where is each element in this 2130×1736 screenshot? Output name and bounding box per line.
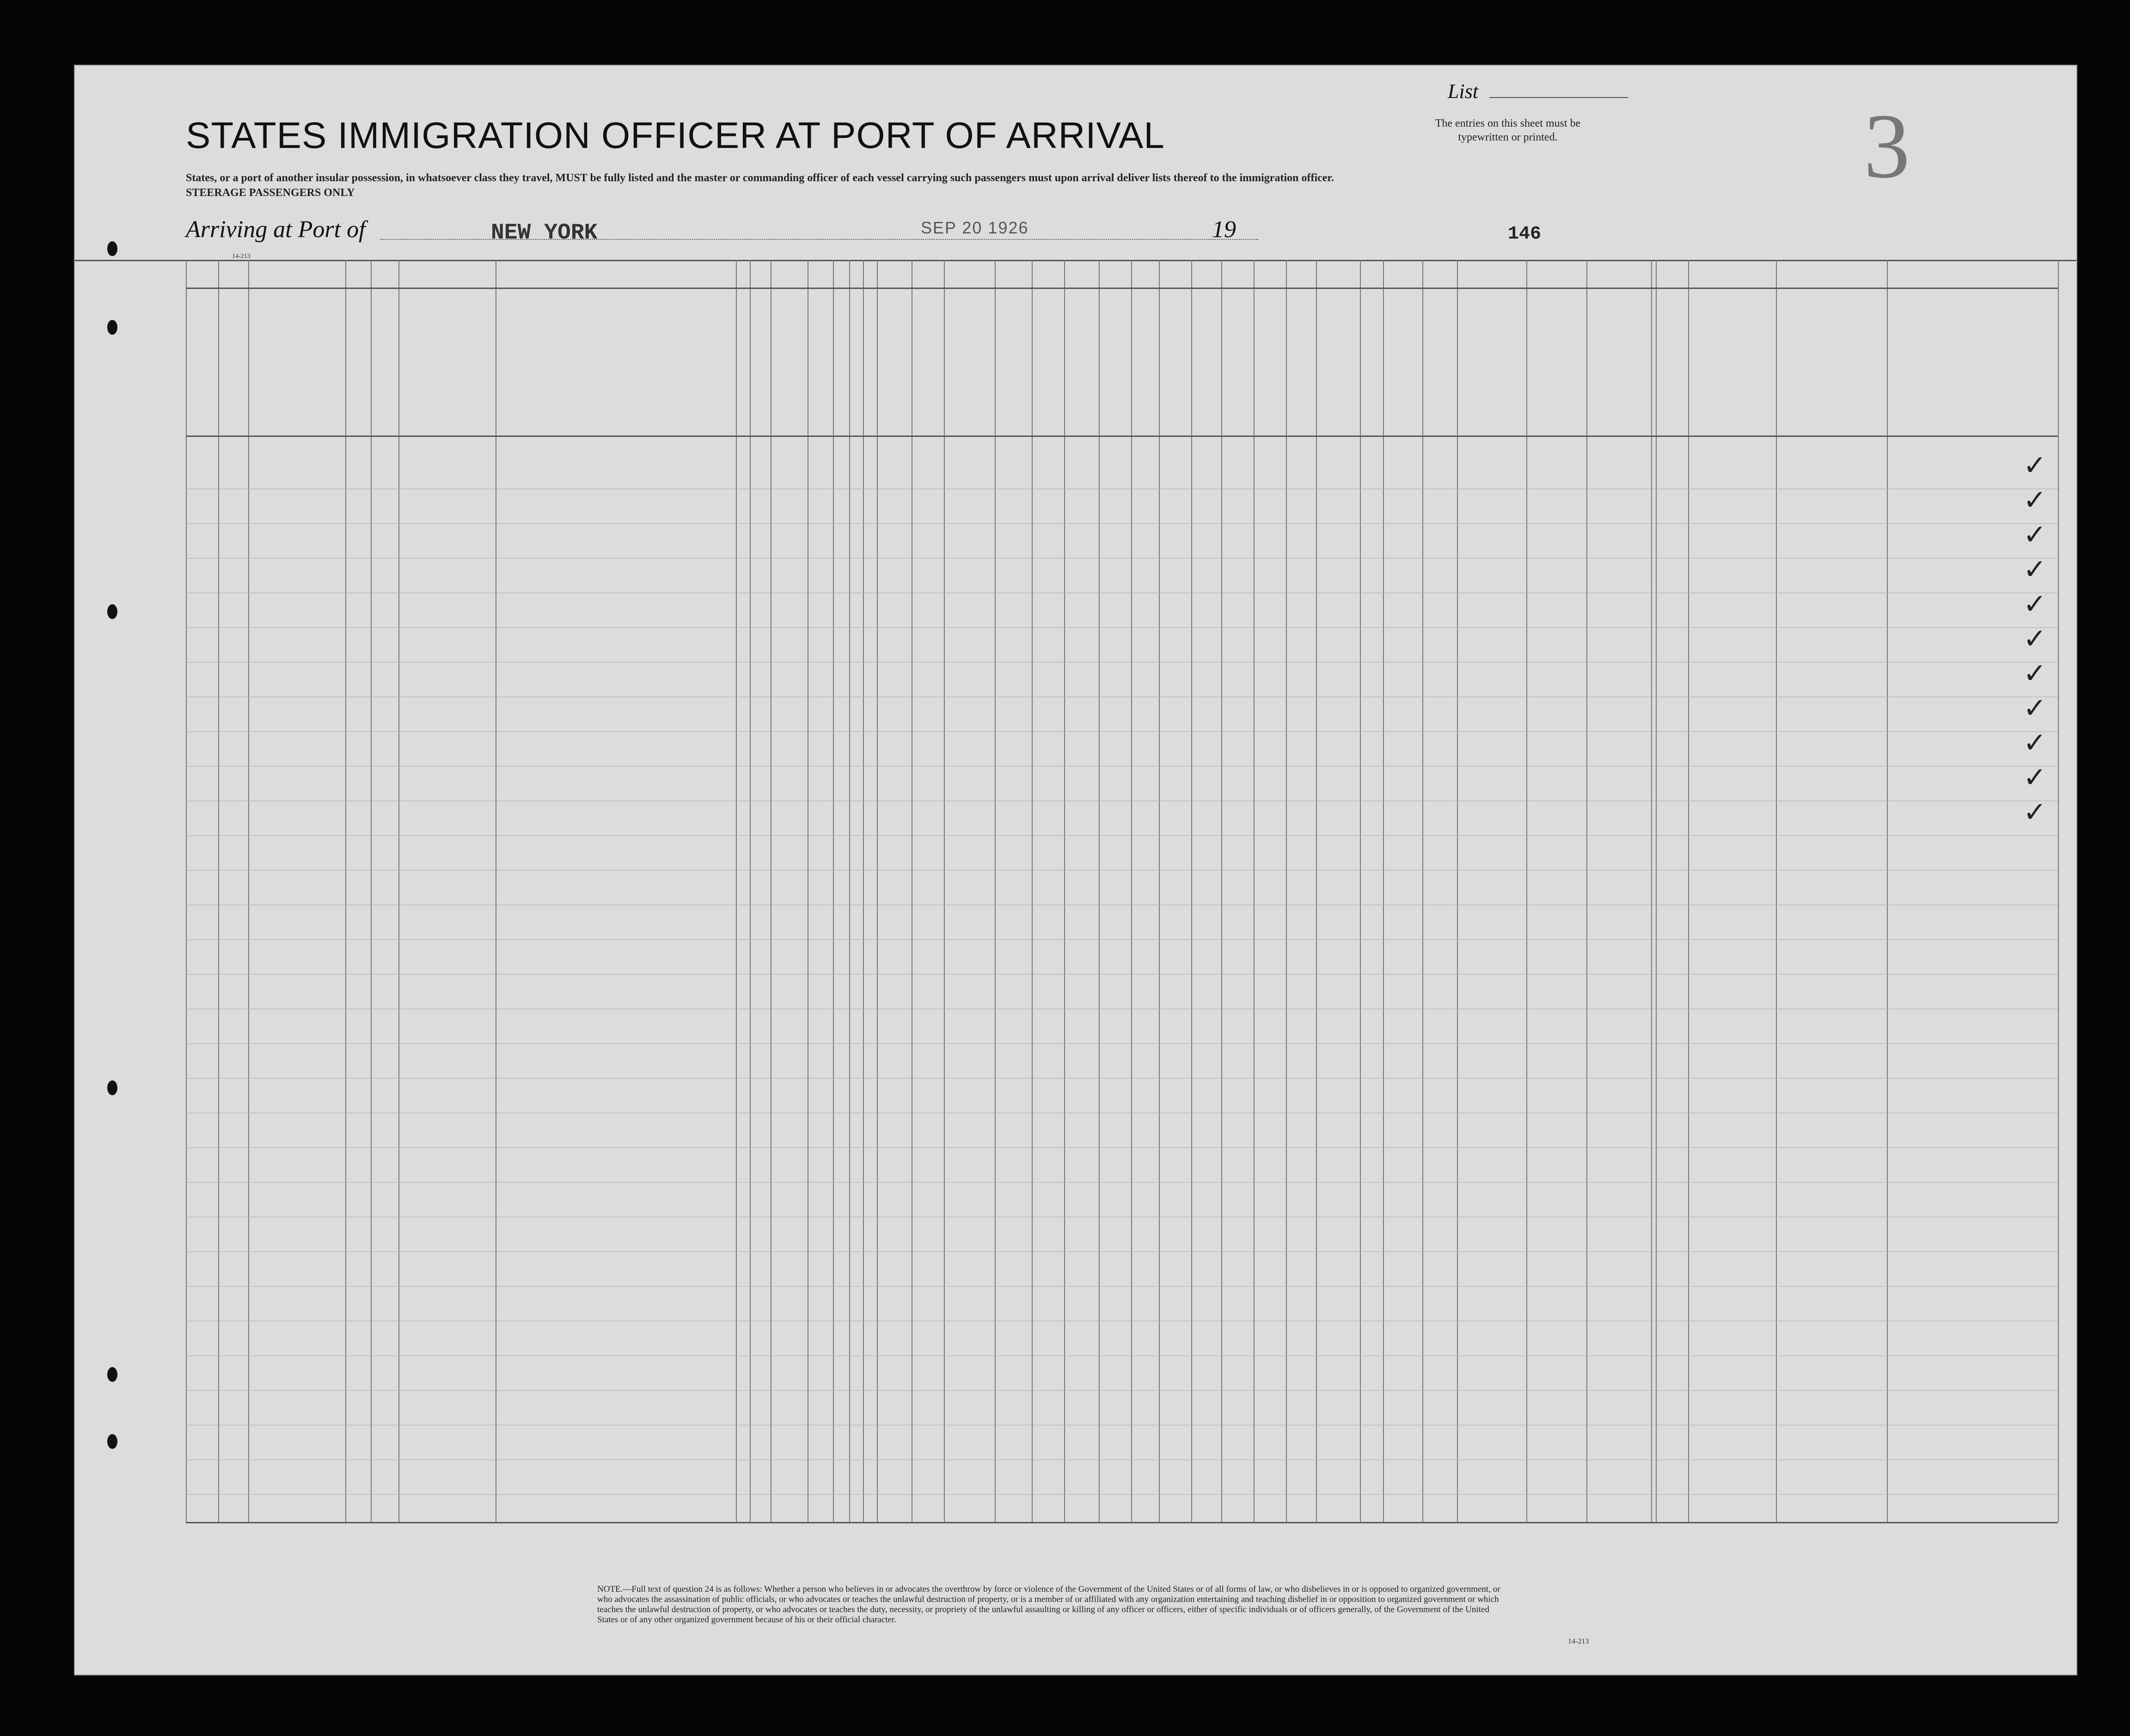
column-rule: [736, 260, 737, 1522]
row-rule: [186, 1182, 2058, 1183]
column-rule: [186, 260, 187, 1522]
column-rule: [833, 260, 834, 1522]
check-mark-icon: ✓: [2023, 796, 2047, 828]
column-rule: [849, 260, 850, 1522]
column-rule: [1457, 260, 1458, 1522]
check-mark-icon: ✓: [2023, 657, 2047, 690]
column-rule: [1776, 260, 1777, 1522]
punch-hole: [107, 320, 117, 335]
column-rule: [1526, 260, 1527, 1522]
column-rule: [1656, 260, 1657, 1522]
column-rule: [944, 260, 945, 1522]
arriving-label: Arriving at Port of: [186, 216, 366, 243]
check-mark-icon: ✓: [2023, 761, 2047, 794]
instruction-line: States, or a port of another insular possession, in whatsoever class they travel, MUST be fully listed and the master or commanding officer of each vessel carrying such passengers must upon arrival deliver lists thereof to the immigration officer.: [186, 172, 1334, 184]
header-bottom-rule: [186, 436, 2058, 437]
row-rule: [186, 523, 2058, 524]
sheet-number: 146: [1508, 224, 1542, 245]
form-id-bottom: 14-213: [1568, 1638, 1589, 1645]
column-rule: [1221, 260, 1222, 1522]
column-rule: [1254, 260, 1255, 1522]
table-bottom-rule: [186, 1522, 2058, 1523]
punch-hole: [107, 1367, 117, 1382]
column-rule: [1887, 260, 1888, 1522]
column-rule: [1191, 260, 1192, 1522]
list-label: List: [1448, 80, 1479, 103]
column-rule: [248, 260, 249, 1522]
column-rule: [218, 260, 219, 1522]
row-rule: [186, 939, 2058, 940]
column-rule: [995, 260, 996, 1522]
column-rule: [1422, 260, 1423, 1522]
column-rule: [1159, 260, 1160, 1522]
row-rule: [186, 1043, 2058, 1044]
steerage-label: STEERAGE PASSENGERS ONLY: [186, 187, 355, 199]
page-number: 3: [1864, 95, 1910, 197]
page-title: STATES IMMIGRATION OFFICER AT PORT OF ARRIVAL: [186, 115, 1165, 156]
check-mark-icon: ✓: [2023, 519, 2047, 551]
year-prefix: 19: [1212, 216, 1236, 243]
column-number-rule: [186, 288, 2058, 289]
column-rule: [1064, 260, 1065, 1522]
row-rule: [186, 1390, 2058, 1391]
row-rule: [186, 1251, 2058, 1252]
row-rule: [186, 835, 2058, 836]
column-rule: [371, 260, 372, 1522]
check-mark-icon: ✓: [2023, 727, 2047, 759]
column-rule: [1286, 260, 1287, 1522]
row-rule: [186, 1078, 2058, 1079]
column-rule: [1360, 260, 1361, 1522]
column-rule: [863, 260, 864, 1522]
check-mark-icon: ✓: [2023, 449, 2047, 482]
check-mark-icon: ✓: [2023, 623, 2047, 655]
column-rule: [1383, 260, 1384, 1522]
column-rule: [1131, 260, 1132, 1522]
column-rule: [1586, 260, 1587, 1522]
punch-hole: [107, 241, 117, 256]
row-rule: [186, 870, 2058, 871]
row-rule: [186, 1494, 2058, 1495]
column-rule: [1688, 260, 1689, 1522]
column-rule: [1316, 260, 1317, 1522]
check-mark-icon: ✓: [2023, 588, 2047, 620]
column-rule: [750, 260, 751, 1522]
date-stamp: SEP 20 1926: [921, 218, 1029, 237]
check-mark-icon: ✓: [2023, 484, 2047, 516]
punch-hole: [107, 1434, 117, 1449]
port-stamp: NEW YORK: [491, 221, 598, 245]
row-rule: [186, 974, 2058, 975]
row-rule: [186, 662, 2058, 663]
column-rule: [1099, 260, 1100, 1522]
entries-note: The entries on this sheet must be typewritten or printed.: [1435, 117, 1581, 143]
punch-hole: [107, 1080, 117, 1095]
row-rule: [186, 1286, 2058, 1287]
column-rule: [2058, 260, 2059, 1522]
column-rule: [1032, 260, 1033, 1522]
footer-note: NOTE.—Full text of question 24 is as follows: Whether a person who believes in or advocates the overthrow by force or violence of the Government of the United States or of all forms of law, or who disbelieves in or is opposed to organized government, or who advocates the assassination of public officials, or who advocates or teaches the unlawful destruction of property, or is a member of or affiliated with any organization entertaining and teaching disbelief in or opposition to organized government or which teaches the unlawful destruction of property, or who advocates or teaches the duty, necessity, or propriety of the unlawful assaulting or killing of any officer or officers, either of specific individuals or of officers generally, of the Government of the United States or of any other organized government because of his or their official character.: [597, 1584, 1500, 1625]
column-rule: [345, 260, 346, 1522]
form-id-top: 14-213: [232, 253, 251, 260]
row-rule: [186, 627, 2058, 628]
list-line: [1489, 97, 1628, 98]
column-rule: [877, 260, 878, 1522]
manifest-sheet: [74, 65, 2077, 1675]
column-rule: [398, 260, 399, 1522]
column-rule: [1651, 260, 1652, 1522]
row-rule: [186, 766, 2058, 767]
check-mark-icon: ✓: [2023, 553, 2047, 586]
punch-hole: [107, 604, 117, 619]
row-rule: [186, 1147, 2058, 1148]
check-mark-icon: ✓: [2023, 692, 2047, 724]
row-rule: [186, 731, 2058, 732]
